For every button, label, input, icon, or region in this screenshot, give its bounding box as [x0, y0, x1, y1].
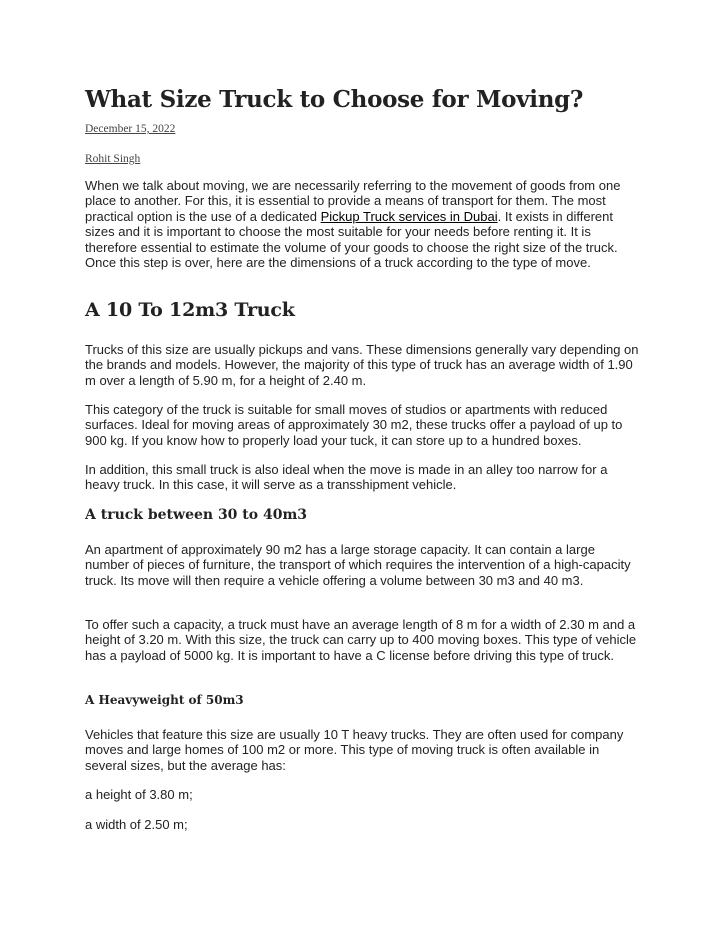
section-heading-50m3: A Heavyweight of 50m3 — [85, 693, 244, 707]
section3-paragraph-2: a height of 3.80 m; — [85, 787, 193, 802]
section1-paragraph-1: Trucks of this size are usually pickups and vans. These dimensions generally vary depending on the brands and models. However, the majority of this type of truck has an average width of 1.90 m over a length of 5.90 m, for a height of 2.40 m. — [85, 342, 639, 388]
section3-paragraph-1: Vehicles that feature this size are usually 10 T heavy trucks. They are often used for company moves and large homes of 100 m2 or more. This type of moving truck is often available in several sizes, but the average has: — [85, 727, 624, 773]
section-heading-30-40m3: A truck between 30 to 40m3 — [85, 507, 308, 523]
section-heading-10-12m3: A 10 To 12m3 Truck — [85, 299, 295, 321]
intro-text-after-link: . It exists in different sizes and it is important to choose the most suitable for your needs before renting it. It is therefore essential to estimate the volume of your goods to choose the right size of the truck. Once this step is over, here are the dimensions of a truck according to the type of move. — [85, 208, 618, 271]
section2-paragraph-2: To offer such a capacity, a truck must have an average length of 8 m for a width of 2.30 m and a height of 3.20 m. With this size, the truck can carry up to 400 moving boxes. This type of vehicle has a payload of 5000 kg. It is important to have a C license before driving this type of truck. — [85, 617, 637, 663]
pickup-truck-services-link[interactable]: Pickup Truck services in Dubai — [320, 208, 498, 224]
section1-paragraph-3: In addition, this small truck is also ideal when the move is made in an alley too narrow for a heavy truck. In this case, it will serve as a transshipment vehicle. — [85, 462, 608, 493]
author-link[interactable]: Rohit Singh — [85, 153, 141, 165]
section2-paragraph-1: An apartment of approximately 90 m2 has a large storage capacity. It can contain a large number of pieces of furniture, the transport of which requires the intervention of a high-capacity truck. Its move will then require a vehicle offering a volume between 30 m3 and 40 m3. — [85, 542, 631, 588]
article-title: What Size Truck to Choose for Moving? — [85, 86, 584, 113]
intro-paragraph — [85, 178, 641, 270]
section3-paragraph-3: a width of 2.50 m; — [85, 817, 188, 832]
intro-text-before-link: When we talk about moving, we are necessarily referring to the movement of goods from one place to another. For this, it is essential to provide a means of transport for them. The most practical option is the use of a dedicated — [85, 178, 621, 224]
publish-date[interactable]: December 15, 2022 — [85, 123, 176, 135]
section1-paragraph-2: This category of the truck is suitable for small moves of studios or apartments with reduced surfaces. Ideal for moving areas of approximately 30 m2, these trucks offer a payload of up to 900 kg. If you know how to properly load your tuck, it can store up to a hundred boxes. — [85, 402, 623, 448]
